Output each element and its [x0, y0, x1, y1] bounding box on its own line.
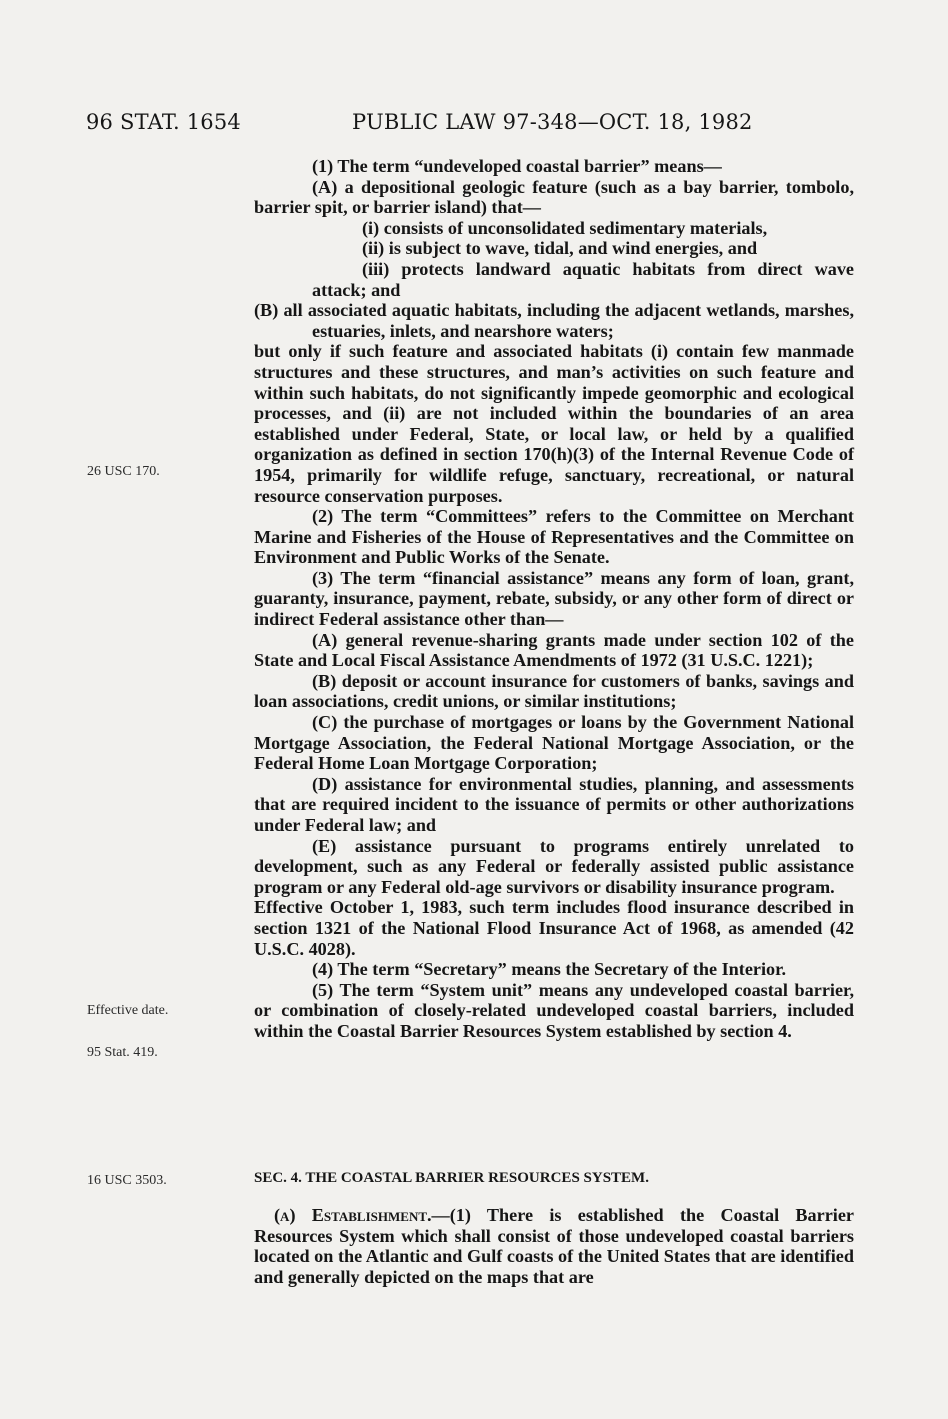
paragraph-3-D: (D) assistance for environmental studies, planning, and assessments that are required incident to the issuance of permits or other authorizations under Federal law; and [254, 773, 854, 835]
stat-page-number: 96 STAT. 1654 [86, 110, 241, 134]
paragraph-1-proviso: but only if such feature and associated habitats (i) contain few manmade structures and these structures, and man’s activities on such feature and within such habitats, do not significantly impede geomorphic and ecological processes, and (ii) are not included within the boundaries of an area established under Federal, State, or local law, or held by a qualified organization as defined in section 170(h)(3) of the Internal Revenue Code of 1954, primarily for wildlife refuge, sanctuary, recreational, or natural resource conservation purposes. [254, 341, 854, 506]
establishment-label: (a) Establishment. [274, 1205, 432, 1225]
section-4-heading: SEC. 4. THE COASTAL BARRIER RESOURCES SYSTEM. [254, 1170, 649, 1186]
paragraph-3-C: (C) the purchase of mortgages or loans by the Government National Mortgage Association, the Federal National Mortgage Association, or the Federal Home Loan Mortgage Corporation; [254, 712, 854, 774]
paragraph-3-effective: Effective October 1, 1983, such term includes flood insurance described in section 1321 of the National Flood Insurance Act of 1968, as amended (42 U.S.C. 4028). [254, 897, 854, 959]
statute-body [254, 156, 854, 1042]
paragraph-1-B: (B) all associated aquatic habitats, including the adjacent wetlands, marshes, estuaries, inlets, and nearshore waters; [254, 300, 854, 341]
paragraph-3-B: (B) deposit or account insurance for customers of banks, savings and loan associations, credit unions, or similar institutions; [254, 670, 854, 712]
margin-note-stat419: 95 Stat. 419. [87, 1045, 158, 1060]
margin-note-effective-date: Effective date. [87, 1003, 169, 1018]
margin-note-usc3503: 16 USC 3503. [87, 1173, 167, 1188]
paragraph-1-A-iii: (iii) protects landward aquatic habitats from direct wave attack; and [312, 258, 854, 300]
margin-note-usc170: 26 USC 170. [87, 464, 160, 479]
public-law-title: PUBLIC LAW 97-348—OCT. 18, 1982 [352, 110, 753, 134]
paragraph-1-A: (A) a depositional geologic feature (such as a bay barrier, tombolo, barrier spit, or barrier island) that— [254, 176, 854, 218]
paragraph-3-E: (E) assistance pursuant to programs entirely unrelated to development, such as any Federal or federally assisted public assistance program or any Federal old-age survivors or disability insurance program. [254, 835, 854, 897]
paragraph-2: (2) The term “Committees” refers to the Committee on Merchant Marine and Fisheries of the House of Representatives and the Committee on Environment and Public Works of the Senate. [254, 506, 854, 568]
paragraph-1-lead: (1) The term “undeveloped coastal barrier” means— [312, 156, 722, 176]
paragraph-3-A: (A) general revenue-sharing grants made under section 102 of the State and Local Fiscal Assistance Amendments of 1972 (31 U.S.C. 1221); [254, 629, 854, 671]
section-4-body [254, 1205, 854, 1287]
paragraph-1-A-i: (i) consists of unconsolidated sedimentary materials, [362, 217, 768, 238]
paragraph-4: (4) The term “Secretary” means the Secretary of the Interior. [312, 959, 787, 980]
section-4-a-text: —(1) There is established the Coastal Barrier Resources System which shall consist of those undeveloped coastal barriers located on the Atlantic and Gulf coasts of the United States that are identified and generally depicted on the maps that are [254, 1205, 854, 1287]
paragraph-3-lead: (3) The term “financial assistance” means any form of loan, grant, guaranty, insurance, payment, rebate, subsidy, or any other form of direct or indirect Federal assistance other than— [254, 567, 854, 630]
paragraph-5: (5) The term “System unit” means any undeveloped coastal barrier, or combination of closely-related undeveloped coastal barriers, included within the Coastal Barrier Resources System established by section 4. [254, 979, 854, 1041]
paragraph-1-A-ii: (ii) is subject to wave, tidal, and wind energies, and [362, 238, 758, 259]
section-4-a [254, 1205, 854, 1287]
